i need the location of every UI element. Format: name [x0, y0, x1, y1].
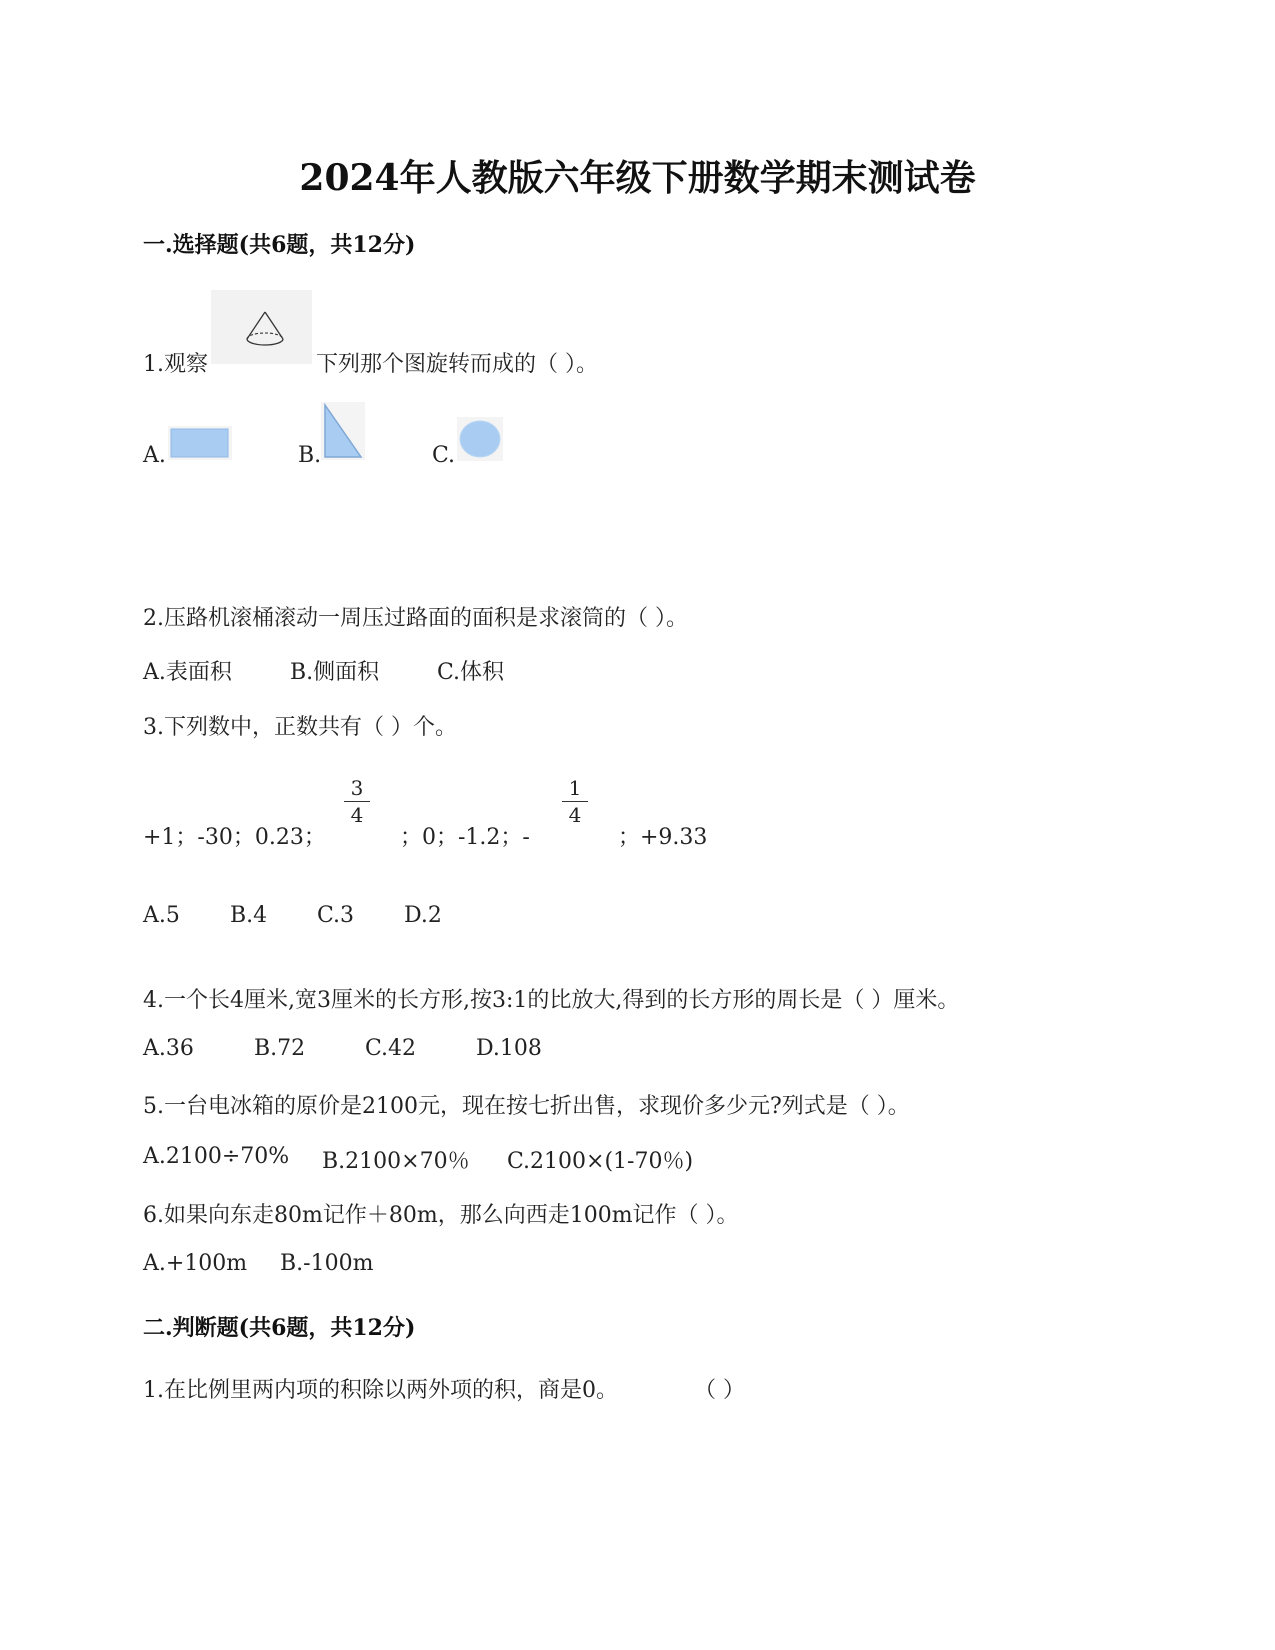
- q2-option-a: A.表面积: [143, 660, 232, 685]
- fraction-one-quarter: [562, 778, 588, 825]
- judge-1-answer-blank: （ ）: [694, 1378, 745, 1403]
- q5-text: 5.一台电冰箱的原价是2100元，现在按七折出售，求现价多少元?列式是（ ）。: [143, 1094, 910, 1119]
- option-b-triangle: [321, 402, 365, 464]
- q4-option-b: B.72: [254, 1036, 306, 1061]
- q5-option-b: B.2100×70％: [322, 1149, 470, 1174]
- fraction-denominator: 4: [350, 803, 364, 827]
- q3-option-b: B.4: [230, 903, 268, 928]
- q4-text: 4.一个长4厘米,宽3厘米的长方形,按3:1的比放大,得到的长方形的周长是（ ）厘米。: [143, 988, 960, 1013]
- q1-prefix: 1.观察: [143, 352, 208, 377]
- q5-option-a: A.2100÷70%: [143, 1144, 290, 1169]
- q1-suffix: 下列那个图旋转而成的（ ）。: [316, 352, 598, 377]
- q3-numbers-part3: ；+9.33: [618, 825, 708, 850]
- judge-1-text: 1.在比例里两内项的积除以两外项的积，商是0。: [143, 1378, 618, 1403]
- q3-option-a: A.5: [143, 903, 180, 928]
- option-a-rectangle: [168, 426, 232, 464]
- option-c-circle: [457, 417, 503, 465]
- cone-icon: [211, 290, 312, 364]
- fraction-three-quarters: [344, 778, 370, 825]
- q1-option-c-label: C.: [432, 443, 456, 468]
- page-title: 2024年人教版六年级下册数学期末测试卷: [299, 157, 976, 199]
- q3-option-c: C.3: [317, 903, 355, 928]
- q3-numbers-part1: +1；-30；0.23；: [143, 825, 326, 850]
- section-1-heading: 一.选择题(共6题，共12分): [143, 232, 416, 258]
- q2-text: 2.压路机滚桶滚动一周压过路面的面积是求滚筒的（ ）。: [143, 606, 688, 631]
- q3-option-d: D.2: [404, 903, 442, 928]
- q3-numbers-part2: ；0；-1.2；-: [400, 825, 530, 850]
- q1-option-a-label: A.: [143, 443, 166, 468]
- q4-option-d: D.108: [476, 1036, 542, 1061]
- q6-text: 6.如果向东走80m记作＋80m，那么向西走100m记作（ ）。: [143, 1203, 739, 1228]
- q4-option-c: C.42: [365, 1036, 417, 1061]
- q5-option-c: C.2100×(1-70％): [507, 1149, 694, 1174]
- q4-option-a: A.36: [143, 1036, 194, 1061]
- cone-image: [211, 290, 312, 364]
- q2-option-c: C.体积: [437, 660, 505, 685]
- section-2-heading: 二.判断题(共6题，共12分): [143, 1315, 416, 1341]
- q6-option-b: B.-100m: [280, 1251, 374, 1276]
- q3-text: 3.下列数中，正数共有（ ）个。: [143, 715, 457, 740]
- q1-option-b-label: B.: [298, 443, 322, 468]
- fraction-numerator: 3: [350, 776, 364, 800]
- q6-option-a: A.+100m: [143, 1251, 248, 1276]
- q2-option-b: B.侧面积: [290, 660, 380, 685]
- fraction-numerator: 1: [568, 776, 582, 800]
- fraction-denominator: 4: [568, 803, 582, 827]
